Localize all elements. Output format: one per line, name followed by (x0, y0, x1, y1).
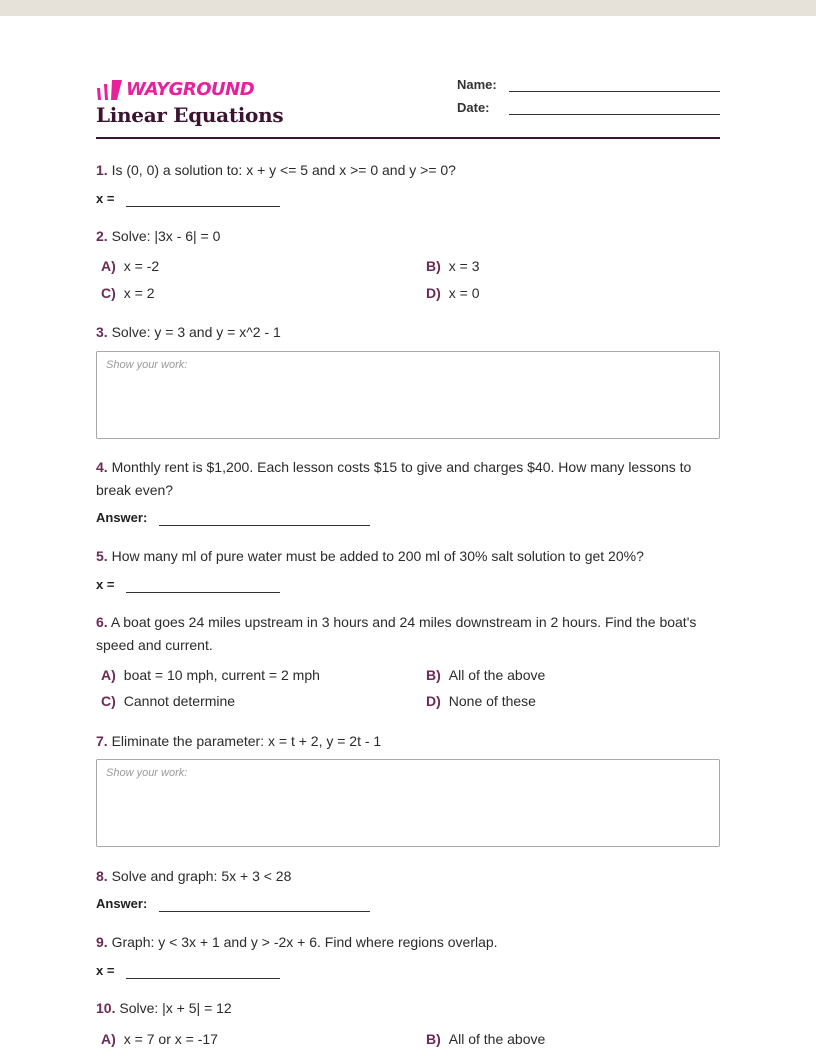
answer-label: x = (96, 963, 115, 978)
answer-line[interactable] (126, 206, 280, 207)
worksheet-header (96, 76, 720, 138)
question-8 (96, 865, 720, 888)
brand-name: WAYGROUND (126, 79, 255, 100)
question-4 (96, 456, 716, 502)
option-c[interactable]: C) x = 2 (101, 285, 155, 301)
answer-line[interactable] (159, 525, 370, 526)
question-text: Solve and graph: 5x + 3 < 28 (111, 868, 292, 884)
work-box[interactable] (96, 759, 720, 847)
question-number: 5. (96, 548, 108, 564)
option-d[interactable]: D) x = 0 (426, 285, 480, 301)
question-5 (96, 545, 720, 568)
answer-label: x = (96, 577, 115, 592)
option-c[interactable]: C) Cannot determine (101, 693, 236, 709)
worksheet-title: Linear Equations (96, 103, 284, 127)
option-b[interactable]: B) All of the above (426, 667, 546, 683)
question-text: Solve: y = 3 and y = x^2 - 1 (111, 324, 281, 340)
answer-line[interactable] (159, 911, 370, 912)
name-line[interactable] (509, 91, 720, 92)
option-a[interactable]: A) x = 7 or x = -17 (101, 1031, 218, 1047)
question-text: Solve: |3x - 6| = 0 (111, 228, 221, 244)
question-10 (96, 997, 720, 1020)
question-number: 2. (96, 228, 108, 244)
question-number: 7. (96, 733, 108, 749)
answer-line[interactable] (126, 592, 280, 593)
option-a[interactable]: A) x = -2 (101, 258, 160, 274)
question-text: A boat goes 24 miles upstream in 3 hours and 24 miles downstream in 2 hours. Find the boat's speed and current. (96, 614, 697, 653)
question-9 (96, 931, 720, 954)
question-6 (96, 611, 716, 657)
question-text: How many ml of pure water must be added to 200 ml of 30% salt solution to get 20%? (111, 548, 644, 564)
question-number: 8. (96, 868, 108, 884)
answer-label: x = (96, 191, 115, 206)
question-7 (96, 730, 720, 753)
question-text: Graph: y < 3x + 1 and y > -2x + 6. Find where regions overlap. (111, 934, 498, 950)
question-number: 3. (96, 324, 108, 340)
option-a[interactable]: A) boat = 10 mph, current = 2 mph (101, 667, 320, 683)
option-b[interactable]: B) x = 3 (426, 258, 480, 274)
work-box[interactable] (96, 351, 720, 439)
question-number: 1. (96, 162, 108, 178)
question-number: 9. (96, 934, 108, 950)
question-text: Is (0, 0) a solution to: x + y <= 5 and x >= 0 and y >= 0? (111, 162, 456, 178)
question-text: Solve: |x + 5| = 12 (119, 1000, 232, 1016)
question-2 (96, 225, 720, 248)
option-b[interactable]: B) All of the above (426, 1031, 546, 1047)
question-1 (96, 159, 720, 182)
work-placeholder: Show your work: (106, 767, 188, 779)
wayground-logo-icon (96, 80, 122, 100)
brand-logo (96, 79, 254, 101)
question-number: 6. (96, 614, 108, 630)
work-placeholder: Show your work: (106, 359, 188, 371)
question-number: 4. (96, 459, 108, 475)
answer-line[interactable] (126, 978, 280, 979)
date-label: Date: (457, 100, 490, 115)
question-text: Eliminate the parameter: x = t + 2, y = 2t - 1 (111, 733, 382, 749)
answer-label: Answer: (96, 896, 148, 911)
answer-label: Answer: (96, 510, 148, 525)
top-bar (0, 0, 816, 16)
question-number: 10. (96, 1000, 116, 1016)
date-line[interactable] (509, 114, 720, 115)
name-label: Name: (457, 77, 497, 92)
question-text: Monthly rent is $1,200. Each lesson costs $15 to give and charges $40. How many lessons to break even? (96, 459, 692, 498)
header-divider (96, 137, 720, 139)
question-3 (96, 321, 720, 344)
option-d[interactable]: D) None of these (426, 693, 536, 709)
